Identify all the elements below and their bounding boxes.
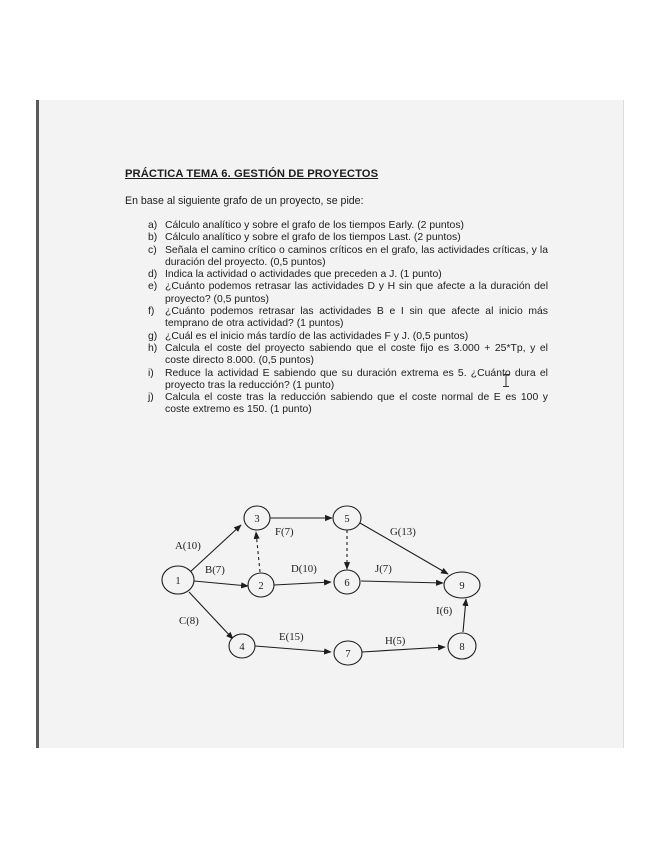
question-letter: b) xyxy=(148,232,158,244)
edge-I xyxy=(463,599,466,632)
node-1-label: 1 xyxy=(175,576,181,587)
question-text: Reduce la actividad E sabiendo que su duración extrema es 5. ¿Cuánto dura el proyecto tras la reducción? (1 punto) xyxy=(165,367,548,391)
question-text: Calcula el coste tras la reducción sabiendo que el coste normal de E es 100 y coste extremo es 150. (1 punto) xyxy=(165,392,548,416)
page-title: PRÁCTICA TEMA 6. GESTIÓN DE PROYECTOS xyxy=(125,168,379,180)
edge-D xyxy=(274,582,331,585)
project-network-graph xyxy=(39,100,623,748)
question-text: Cálculo analítico y sobre el grafo de los tiempos Last. (2 puntos) xyxy=(165,232,461,244)
question-text: ¿Cuánto podemos retrasar las actividades D y H sin que afecte a la duración del proyecto? (0,5 puntos) xyxy=(165,281,548,305)
question-letter: g) xyxy=(148,330,158,342)
node-5-label: 5 xyxy=(344,514,350,525)
edge-J xyxy=(361,581,443,583)
question-text: Señala el camino crítico o caminos críticos en el grafo, las actividades críticas, y la duración del proyecto. (0,5 puntos) xyxy=(165,244,548,268)
activity-B-label: B(7) xyxy=(205,564,225,576)
activity-E-label: E(15) xyxy=(279,631,304,643)
edge-E xyxy=(255,646,331,652)
question-text: ¿Cuál es el inicio más tardío de las actividades F y J. (0,5 puntos) xyxy=(165,330,469,342)
question-text: Calcula el coste del proyecto sabiendo que el coste fijo es 3.000 + 25*Tp, y el coste directo 8.000. (0,5 puntos) xyxy=(165,342,548,367)
question-letter: e) xyxy=(148,281,158,293)
question-text: Indica la actividad o actividades que preceden a J. (1 punto) xyxy=(165,269,442,281)
node-4-label: 4 xyxy=(239,642,245,653)
edge-B xyxy=(194,581,248,586)
node-8-label: 8 xyxy=(459,642,465,653)
node-2-label: 2 xyxy=(258,581,264,592)
question-letter: f) xyxy=(148,306,155,318)
activity-J-label: J(7) xyxy=(375,563,392,575)
activity-I-label: I(6) xyxy=(436,605,453,617)
activity-D-label: D(10) xyxy=(291,563,317,575)
question-letter: j) xyxy=(148,392,154,404)
question-letter: h) xyxy=(148,342,158,354)
activity-H-label: H(5) xyxy=(385,635,406,647)
question-text: ¿Cuánto podemos retrasar las actividades B e I sin que afecte al inicio más temprano de otra actividad? (1 puntos) xyxy=(165,306,548,330)
dummy-2-3 xyxy=(256,532,260,572)
node-7-label: 7 xyxy=(345,649,351,660)
node-3-label: 3 xyxy=(254,514,260,525)
question-letter: i) xyxy=(148,367,154,379)
activity-F-label: F(7) xyxy=(275,526,294,538)
question-text: Cálculo analítico y sobre el grafo de los tiempos Early. (2 puntos) xyxy=(165,220,464,231)
activity-A-label: A(10) xyxy=(175,540,201,552)
intro-text: En base al siguiente grafo de un proyecto, se pide: xyxy=(125,195,364,207)
activity-G-label: G(13) xyxy=(390,526,416,538)
question-letter: a) xyxy=(148,220,158,231)
node-9-label: 9 xyxy=(459,581,465,592)
scanned-page xyxy=(36,100,624,748)
edge-H xyxy=(362,647,445,652)
node-6-label: 6 xyxy=(344,578,350,589)
question-letter: d) xyxy=(148,269,158,281)
activity-C-label: C(8) xyxy=(179,615,199,627)
question-letter: c) xyxy=(148,244,157,256)
